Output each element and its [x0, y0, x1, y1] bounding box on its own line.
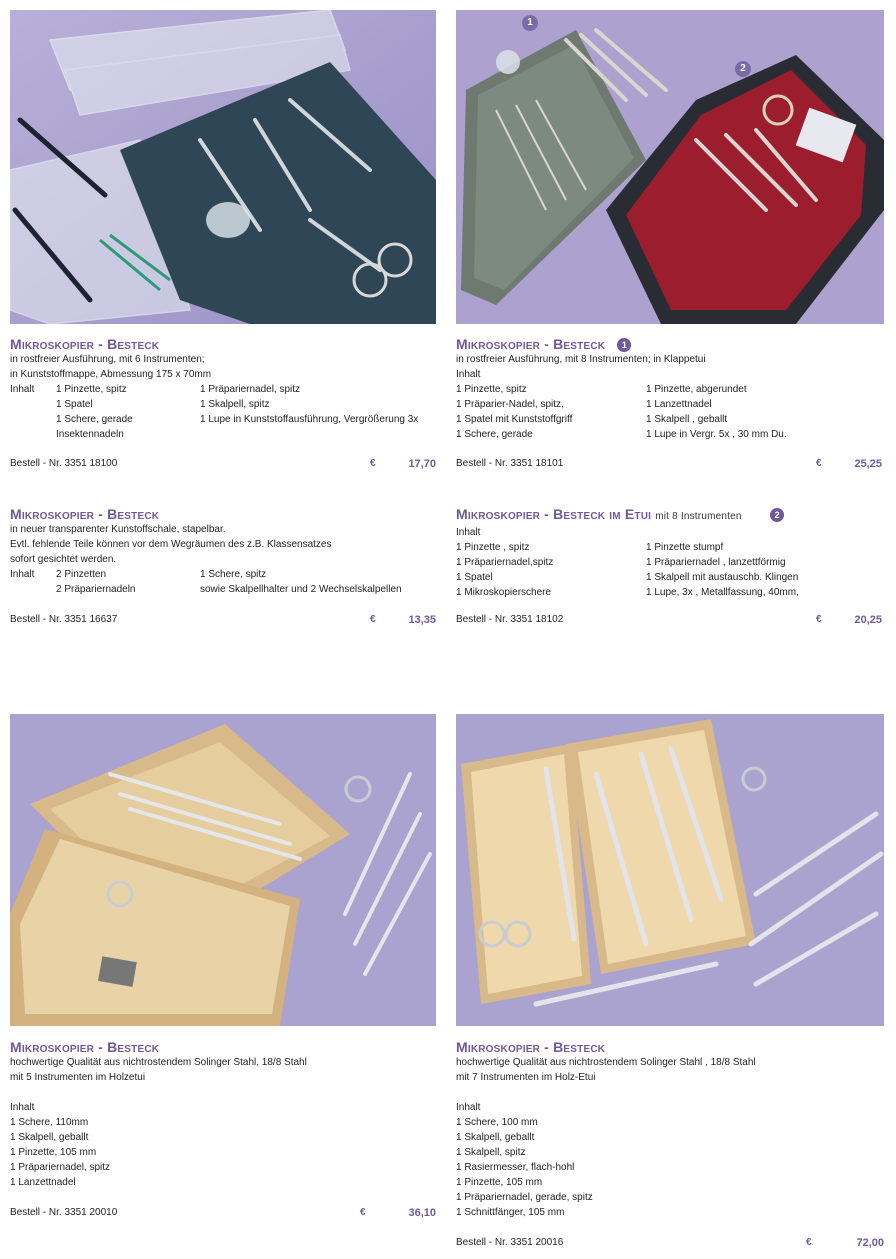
order-line-5	[10, 1207, 436, 1222]
order-number: Bestell - Nr. 3351 16637	[10, 614, 118, 625]
currency-symbol: €	[370, 614, 376, 625]
content-item: 1 Spatel mit Kunststoffgriff	[456, 414, 573, 426]
product-description: mit 7 Instrumenten im Holz-Etui	[456, 1072, 596, 1083]
content-item: 1 Schere, 110mm	[10, 1117, 89, 1128]
spacer-line	[456, 1085, 884, 1100]
content-item: 1 Pinzette, 105 mm	[10, 1147, 97, 1158]
content-item: 1 Skalpell mit austauschb. Klingen	[646, 572, 799, 583]
photo-badge-2: 2	[735, 61, 751, 77]
product-description: Evtl. fehlende Teile können vor dem Wegräumen des z.B. Klassensatzes	[10, 539, 332, 550]
product-description: in rostfreier Ausführung, mit 6 Instrumenten;	[10, 354, 205, 365]
product-block-1	[10, 336, 436, 442]
photo-badge-1: 1	[522, 15, 538, 31]
product-photo-6	[456, 714, 884, 1026]
order-line-4	[456, 614, 882, 629]
content-item: 1 Präparier-Nadel, spitz,	[456, 399, 564, 411]
inhalt-label: Inhalt	[456, 369, 481, 381]
product-photo-2	[456, 10, 884, 324]
inhalt-label: Inhalt	[456, 1102, 481, 1113]
content-item: 1 Skalpell, geballt	[456, 1132, 535, 1143]
content-item: 1 Rasiermesser, flach-hohl	[456, 1162, 575, 1173]
order-number: Bestell - Nr. 3351 18100	[10, 458, 118, 469]
price: 72,00	[856, 1237, 884, 1249]
content-item: 1 Spatel	[456, 572, 493, 583]
price: 17,70	[408, 458, 436, 470]
content-item: 1 Skalpell, spitz	[200, 399, 270, 410]
product-description: hochwertige Qualität aus nichtrostendem Solinger Stahl, 18/8 Stahl	[10, 1057, 307, 1068]
product-title: Mikroskopier - Besteck im Etui	[456, 506, 652, 522]
content-item: 1 Lupe, 3x , Metallfassung, 40mm,	[646, 587, 799, 598]
content-item: 1 Mikroskopierschere	[456, 587, 552, 598]
product-title: Mikroskopier - Besteck	[456, 336, 606, 352]
content-item: 1 Pinzette, spitz	[56, 384, 127, 395]
inhalt-label: Inhalt	[456, 527, 481, 538]
product-photo-5	[10, 714, 436, 1026]
content-item: 1 Lupe in Kunststoffausführung, Vergrößerung 3x	[200, 414, 419, 425]
order-line-3	[10, 614, 436, 629]
product-description: in neuer transparenter Kunstoffschale, stapelbar.	[10, 524, 226, 535]
product-block-2	[456, 336, 884, 442]
inhalt-label: Inhalt	[10, 384, 35, 395]
price: 36,10	[408, 1207, 436, 1219]
product-description: in rostfreier Ausführung, mit 8 Instrumenten; in Klappetui	[456, 354, 706, 366]
price: 20,25	[854, 614, 882, 626]
content-item: 1 Schere, gerade	[56, 414, 133, 425]
product-description: hochwertige Qualität aus nichtrostendem Solinger Stahl , 18/8 Stahl	[456, 1057, 756, 1068]
product-title: Mikroskopier - Besteck	[10, 1039, 160, 1055]
content-item: 1 Skalpell, geballt	[10, 1132, 89, 1143]
content-item: 1 Präpariernadel, spitz	[10, 1162, 111, 1173]
product-description: mit 5 Instrumenten im Holzetui	[10, 1072, 146, 1083]
spacer-line	[10, 1085, 436, 1100]
content-item: 1 Schere, gerade	[456, 429, 533, 441]
order-line-1	[10, 458, 436, 473]
price: 25,25	[854, 458, 882, 470]
content-item: 1 Präpariernadel , lanzettförmig	[646, 557, 786, 568]
currency-symbol: €	[816, 458, 822, 469]
content-item: 1 Präpariernadel, gerade, spitz	[456, 1192, 593, 1203]
product-badge: 2	[770, 508, 784, 522]
currency-symbol: €	[816, 614, 822, 625]
order-line-2	[456, 458, 882, 473]
content-item: 1 Pinzette , spitz	[456, 542, 530, 553]
currency-symbol: €	[370, 458, 376, 469]
content-item: 1 Schnittfänger, 105 mm	[456, 1207, 565, 1218]
price: 13,35	[408, 614, 436, 626]
product-title-suffix: mit 8 Instrumenten	[655, 511, 742, 522]
inhalt-label: Inhalt	[10, 569, 35, 580]
content-item: 1 Pinzette, abgerundet	[646, 384, 747, 396]
product-block-4	[456, 506, 884, 600]
currency-symbol: €	[806, 1237, 812, 1248]
product-title: Mikroskopier - Besteck	[10, 506, 160, 522]
product-title: Mikroskopier - Besteck	[456, 1039, 606, 1055]
content-item: 2 Pinzetten	[56, 569, 107, 580]
product-block-3	[10, 506, 436, 597]
content-item: 1 Pinzette, spitz	[456, 384, 527, 396]
inhalt-label: Inhalt	[10, 1102, 35, 1113]
product-badge: 1	[617, 338, 631, 352]
order-line-6	[456, 1237, 884, 1252]
order-number: Bestell - Nr. 3351 20010	[10, 1207, 118, 1218]
content-item: 1 Präpariernadel,spitz	[456, 557, 554, 568]
product-photo-1	[10, 10, 436, 324]
product-title: Mikroskopier - Besteck	[10, 336, 160, 352]
content-item: 1 Pinzette stumpf	[646, 542, 724, 553]
product-description: in Kunststoffmappe, Abmessung 175 x 70mm	[10, 369, 212, 380]
content-item: sowie Skalpellhalter und 2 Wechselskalpellen	[200, 584, 402, 595]
product-block-6	[456, 1039, 884, 1220]
order-number: Bestell - Nr. 3351 18102	[456, 614, 564, 625]
content-item: 1 Schere, spitz	[200, 569, 267, 580]
content-item: 1 Pinzette, 105 mm	[456, 1177, 543, 1188]
content-item: 1 Lanzettnadel	[10, 1177, 76, 1188]
currency-symbol: €	[360, 1207, 366, 1218]
product-description: sofort gesichtet werden.	[10, 554, 117, 565]
content-item: 1 Skalpell, spitz	[456, 1147, 526, 1158]
content-item: 2 Präpariernadeln	[56, 584, 136, 595]
content-item: 1 Skalpell , geballt	[646, 414, 728, 426]
order-number: Bestell - Nr. 3351 18101	[456, 458, 564, 469]
content-item: 1 Präpariernadel, spitz	[200, 384, 301, 395]
content-item: 1 Spatel	[56, 399, 93, 410]
content-item: 1 Lupe in Vergr. 5x , 30 mm Du.	[646, 429, 787, 441]
product-block-5	[10, 1039, 436, 1190]
content-item: 1 Schere, 100 mm	[456, 1117, 538, 1128]
content-item: Insektennadeln	[56, 429, 124, 440]
content-item: 1 Lanzettnadel	[646, 399, 712, 411]
order-number: Bestell - Nr. 3351 20016	[456, 1237, 564, 1248]
